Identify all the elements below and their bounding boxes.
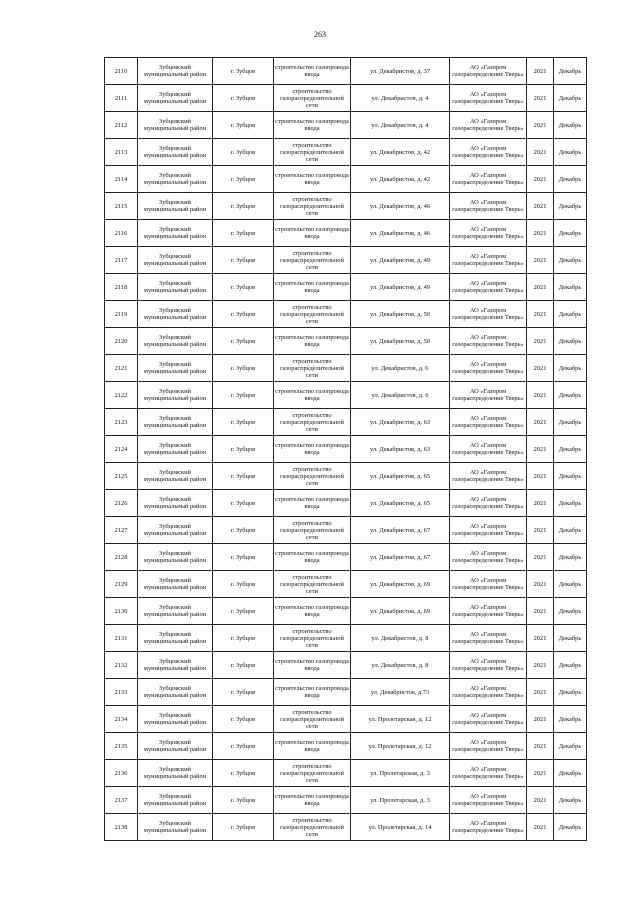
organization-cell: АО «Газпром газораспределение Тверь» [450,58,527,85]
address-cell: ул. Декабристов, д. 4 [351,112,450,139]
row-number-cell: 2117 [105,247,138,274]
city-cell: г. Зубцов [213,625,274,652]
organization-cell: АО «Газпром газораспределение Тверь» [450,409,527,436]
row-number-cell: 2137 [105,787,138,814]
year-cell: 2021 [527,166,554,193]
month-cell: Декабрь [554,436,587,463]
month-cell: Декабрь [554,787,587,814]
year-cell: 2021 [527,274,554,301]
year-cell: 2021 [527,490,554,517]
address-cell: ул. Пролетарская, д. 12 [351,733,450,760]
city-cell: г. Зубцов [213,85,274,112]
table-row [105,220,587,247]
city-cell: г. Зубцов [213,571,274,598]
table-row [105,544,587,571]
month-cell: Декабрь [554,652,587,679]
row-number-cell: 2125 [105,463,138,490]
district-cell: Зубцовский муниципальный район [138,760,213,787]
district-cell: Зубцовский муниципальный район [138,274,213,301]
page-number: 263 [314,30,326,39]
address-cell: ул. Декабристов, д. 63 [351,436,450,463]
table-row [105,625,587,652]
work-type-cell: строительство газораспределительной сети [274,139,351,166]
work-type-cell: строительство газораспределительной сети [274,301,351,328]
month-cell: Декабрь [554,814,587,841]
month-cell: Декабрь [554,220,587,247]
city-cell: г. Зубцов [213,679,274,706]
work-type-cell: строительство газораспределительной сети [274,247,351,274]
organization-cell: АО «Газпром газораспределение Тверь» [450,544,527,571]
work-type-cell: строительство газораспределительной сети [274,409,351,436]
city-cell: г. Зубцов [213,733,274,760]
month-cell: Декабрь [554,193,587,220]
address-cell: ул. Декабристов, д. 69 [351,571,450,598]
organization-cell: АО «Газпром газораспределение Тверь» [450,625,527,652]
year-cell: 2021 [527,409,554,436]
city-cell: г. Зубцов [213,382,274,409]
table-row [105,463,587,490]
year-cell: 2021 [527,328,554,355]
city-cell: г. Зубцов [213,220,274,247]
district-cell: Зубцовский муниципальный район [138,814,213,841]
year-cell: 2021 [527,733,554,760]
address-cell: ул. Декабристов, д. 67 [351,544,450,571]
month-cell: Декабрь [554,544,587,571]
year-cell: 2021 [527,193,554,220]
row-number-cell: 2133 [105,679,138,706]
row-number-cell: 2135 [105,733,138,760]
organization-cell: АО «Газпром газораспределение Тверь» [450,355,527,382]
year-cell: 2021 [527,598,554,625]
year-cell: 2021 [527,814,554,841]
district-cell: Зубцовский муниципальный район [138,193,213,220]
organization-cell: АО «Газпром газораспределение Тверь» [450,274,527,301]
month-cell: Декабрь [554,760,587,787]
organization-cell: АО «Газпром газораспределение Тверь» [450,139,527,166]
work-type-cell: строительство газопровода ввода [274,679,351,706]
district-cell: Зубцовский муниципальный район [138,355,213,382]
city-cell: г. Зубцов [213,544,274,571]
organization-cell: АО «Газпром газораспределение Тверь» [450,382,527,409]
table-row [105,166,587,193]
row-number-cell: 2124 [105,436,138,463]
table-row [105,814,587,841]
table-row [105,409,587,436]
table-row [105,733,587,760]
row-number-cell: 2115 [105,193,138,220]
district-cell: Зубцовский муниципальный район [138,166,213,193]
table-row [105,139,587,166]
work-type-cell: строительство газораспределительной сети [274,85,351,112]
organization-cell: АО «Газпром газораспределение Тверь» [450,490,527,517]
district-cell: Зубцовский муниципальный район [138,382,213,409]
city-cell: г. Зубцов [213,355,274,382]
district-cell: Зубцовский муниципальный район [138,598,213,625]
month-cell: Декабрь [554,409,587,436]
table-row [105,382,587,409]
year-cell: 2021 [527,463,554,490]
address-cell: ул. Декабристов, д. 69 [351,598,450,625]
district-cell: Зубцовский муниципальный район [138,112,213,139]
address-cell: ул. Декабристов, д. 50 [351,328,450,355]
organization-cell: АО «Газпром газораспределение Тверь» [450,814,527,841]
organization-cell: АО «Газпром газораспределение Тверь» [450,112,527,139]
city-cell: г. Зубцов [213,58,274,85]
district-cell: Зубцовский муниципальный район [138,544,213,571]
address-cell: ул. Декабристов, д. 46 [351,220,450,247]
address-cell: ул. Декабристов, д. 6 [351,355,450,382]
month-cell: Декабрь [554,382,587,409]
city-cell: г. Зубцов [213,139,274,166]
month-cell: Декабрь [554,112,587,139]
table-row [105,301,587,328]
city-cell: г. Зубцов [213,490,274,517]
row-number-cell: 2128 [105,544,138,571]
city-cell: г. Зубцов [213,166,274,193]
row-number-cell: 2121 [105,355,138,382]
row-number-cell: 2123 [105,409,138,436]
district-cell: Зубцовский муниципальный район [138,220,213,247]
organization-cell: АО «Газпром газораспределение Тверь» [450,193,527,220]
year-cell: 2021 [527,571,554,598]
month-cell: Декабрь [554,706,587,733]
city-cell: г. Зубцов [213,517,274,544]
row-number-cell: 2130 [105,598,138,625]
table-row [105,706,587,733]
work-type-cell: строительство газопровода ввода [274,220,351,247]
district-cell: Зубцовский муниципальный район [138,490,213,517]
city-cell: г. Зубцов [213,274,274,301]
address-cell: ул. Пролетарская, д. 12 [351,706,450,733]
city-cell: г. Зубцов [213,193,274,220]
row-number-cell: 2136 [105,760,138,787]
row-number-cell: 2114 [105,166,138,193]
year-cell: 2021 [527,247,554,274]
organization-cell: АО «Газпром газораспределение Тверь» [450,706,527,733]
work-type-cell: строительство газораспределительной сети [274,355,351,382]
row-number-cell: 2120 [105,328,138,355]
district-cell: Зубцовский муниципальный район [138,436,213,463]
district-cell: Зубцовский муниципальный район [138,679,213,706]
row-number-cell: 2111 [105,85,138,112]
row-number-cell: 2129 [105,571,138,598]
table-row [105,193,587,220]
work-type-cell: строительство газораспределительной сети [274,463,351,490]
table-row [105,517,587,544]
address-cell: ул. Декабристов, д. 46 [351,193,450,220]
address-cell: ул. Декабристов, д. 65 [351,463,450,490]
table-row [105,571,587,598]
work-type-cell: строительство газораспределительной сети [274,706,351,733]
address-cell: ул. Декабристов, д. 42 [351,139,450,166]
year-cell: 2021 [527,139,554,166]
organization-cell: АО «Газпром газораспределение Тверь» [450,652,527,679]
city-cell: г. Зубцов [213,328,274,355]
city-cell: г. Зубцов [213,652,274,679]
organization-cell: АО «Газпром газораспределение Тверь» [450,679,527,706]
registry-table-body [105,58,587,841]
row-number-cell: 2112 [105,112,138,139]
table-row [105,112,587,139]
address-cell: ул. Декабристов, д. 67 [351,517,450,544]
year-cell: 2021 [527,301,554,328]
organization-cell: АО «Газпром газораспределение Тверь» [450,517,527,544]
district-cell: Зубцовский муниципальный район [138,706,213,733]
work-type-cell: строительство газопровода ввода [274,733,351,760]
row-number-cell: 2118 [105,274,138,301]
month-cell: Декабрь [554,598,587,625]
city-cell: г. Зубцов [213,112,274,139]
district-cell: Зубцовский муниципальный район [138,463,213,490]
table-row [105,679,587,706]
district-cell: Зубцовский муниципальный район [138,58,213,85]
month-cell: Декабрь [554,328,587,355]
year-cell: 2021 [527,679,554,706]
table-row [105,58,587,85]
row-number-cell: 2131 [105,625,138,652]
address-cell: ул. Декабристов, д. 4 [351,85,450,112]
work-type-cell: строительство газораспределительной сети [274,625,351,652]
year-cell: 2021 [527,85,554,112]
address-cell: ул. Декабристов, д. 42 [351,166,450,193]
district-cell: Зубцовский муниципальный район [138,328,213,355]
work-type-cell: строительство газопровода ввода [274,544,351,571]
organization-cell: АО «Газпром газораспределение Тверь» [450,220,527,247]
table-row [105,274,587,301]
month-cell: Декабрь [554,490,587,517]
row-number-cell: 2119 [105,301,138,328]
month-cell: Декабрь [554,679,587,706]
row-number-cell: 2122 [105,382,138,409]
organization-cell: АО «Газпром газораспределение Тверь» [450,436,527,463]
organization-cell: АО «Газпром газораспределение Тверь» [450,571,527,598]
row-number-cell: 2134 [105,706,138,733]
organization-cell: АО «Газпром газораспределение Тверь» [450,760,527,787]
address-cell: ул. Пролетарская, д. 14 [351,814,450,841]
organization-cell: АО «Газпром газораспределение Тверь» [450,328,527,355]
year-cell: 2021 [527,625,554,652]
city-cell: г. Зубцов [213,463,274,490]
address-cell: ул. Декабристов, д. 8 [351,625,450,652]
year-cell: 2021 [527,706,554,733]
work-type-cell: строительство газопровода ввода [274,436,351,463]
organization-cell: АО «Газпром газораспределение Тверь» [450,787,527,814]
year-cell: 2021 [527,58,554,85]
table-row [105,328,587,355]
work-type-cell: строительство газопровода ввода [274,112,351,139]
row-number-cell: 2110 [105,58,138,85]
organization-cell: АО «Газпром газораспределение Тверь» [450,301,527,328]
year-cell: 2021 [527,382,554,409]
address-cell: ул. Декабристов, д. 49 [351,247,450,274]
work-type-cell: строительство газопровода ввода [274,274,351,301]
city-cell: г. Зубцов [213,598,274,625]
table-row [105,355,587,382]
table-row [105,760,587,787]
table-row [105,247,587,274]
year-cell: 2021 [527,517,554,544]
row-number-cell: 2127 [105,517,138,544]
district-cell: Зубцовский муниципальный район [138,652,213,679]
organization-cell: АО «Газпром газораспределение Тверь» [450,463,527,490]
district-cell: Зубцовский муниципальный район [138,571,213,598]
year-cell: 2021 [527,652,554,679]
city-cell: г. Зубцов [213,787,274,814]
organization-cell: АО «Газпром газораспределение Тверь» [450,85,527,112]
table-row [105,787,587,814]
work-type-cell: строительство газопровода ввода [274,58,351,85]
work-type-cell: строительство газораспределительной сети [274,517,351,544]
work-type-cell: строительство газораспределительной сети [274,193,351,220]
organization-cell: АО «Газпром газораспределение Тверь» [450,598,527,625]
year-cell: 2021 [527,544,554,571]
city-cell: г. Зубцов [213,247,274,274]
year-cell: 2021 [527,112,554,139]
table-row [105,436,587,463]
year-cell: 2021 [527,220,554,247]
address-cell: ул. Декабристов, д. 63 [351,409,450,436]
row-number-cell: 2113 [105,139,138,166]
address-cell: ул. Декабристов, д. 37 [351,58,450,85]
district-cell: Зубцовский муниципальный район [138,247,213,274]
work-type-cell: строительство газораспределительной сети [274,760,351,787]
month-cell: Декабрь [554,85,587,112]
city-cell: г. Зубцов [213,301,274,328]
month-cell: Декабрь [554,571,587,598]
table-row [105,598,587,625]
month-cell: Декабрь [554,247,587,274]
district-cell: Зубцовский муниципальный район [138,787,213,814]
address-cell: ул. Декабристов, д. 8 [351,652,450,679]
table-row [105,490,587,517]
district-cell: Зубцовский муниципальный район [138,625,213,652]
organization-cell: АО «Газпром газораспределение Тверь» [450,247,527,274]
row-number-cell: 2138 [105,814,138,841]
district-cell: Зубцовский муниципальный район [138,517,213,544]
organization-cell: АО «Газпром газораспределение Тверь» [450,733,527,760]
work-type-cell: строительство газопровода ввода [274,652,351,679]
table-row [105,85,587,112]
row-number-cell: 2126 [105,490,138,517]
work-type-cell: строительство газопровода ввода [274,490,351,517]
month-cell: Декабрь [554,274,587,301]
district-cell: Зубцовский муниципальный район [138,139,213,166]
district-cell: Зубцовский муниципальный район [138,85,213,112]
address-cell: ул. Декабристов, д. 50 [351,301,450,328]
registry-table [104,57,587,841]
work-type-cell: строительство газопровода ввода [274,787,351,814]
district-cell: Зубцовский муниципальный район [138,733,213,760]
work-type-cell: строительство газопровода ввода [274,328,351,355]
district-cell: Зубцовский муниципальный район [138,301,213,328]
month-cell: Декабрь [554,355,587,382]
work-type-cell: строительство газораспределительной сети [274,814,351,841]
organization-cell: АО «Газпром газораспределение Тверь» [450,166,527,193]
address-cell: ул. Пролетарская, д. 3 [351,760,450,787]
city-cell: г. Зубцов [213,436,274,463]
month-cell: Декабрь [554,733,587,760]
address-cell: ул. Декабристов, д. 6 [351,382,450,409]
city-cell: г. Зубцов [213,706,274,733]
month-cell: Декабрь [554,301,587,328]
work-type-cell: строительство газопровода ввода [274,382,351,409]
city-cell: г. Зубцов [213,760,274,787]
table-row [105,652,587,679]
month-cell: Декабрь [554,139,587,166]
row-number-cell: 2132 [105,652,138,679]
year-cell: 2021 [527,787,554,814]
address-cell: ул. Декабристов, д. 49 [351,274,450,301]
city-cell: г. Зубцов [213,814,274,841]
address-cell: ул. Декабристов, д.73 [351,679,450,706]
month-cell: Декабрь [554,166,587,193]
year-cell: 2021 [527,760,554,787]
month-cell: Декабрь [554,625,587,652]
district-cell: Зубцовский муниципальный район [138,409,213,436]
month-cell: Декабрь [554,517,587,544]
work-type-cell: строительство газораспределительной сети [274,571,351,598]
month-cell: Декабрь [554,58,587,85]
row-number-cell: 2116 [105,220,138,247]
address-cell: ул. Декабристов, д. 65 [351,490,450,517]
city-cell: г. Зубцов [213,409,274,436]
month-cell: Декабрь [554,463,587,490]
address-cell: ул. Пролетарская, д. 3 [351,787,450,814]
year-cell: 2021 [527,355,554,382]
work-type-cell: строительство газопровода ввода [274,166,351,193]
year-cell: 2021 [527,436,554,463]
work-type-cell: строительство газопровода ввода [274,598,351,625]
